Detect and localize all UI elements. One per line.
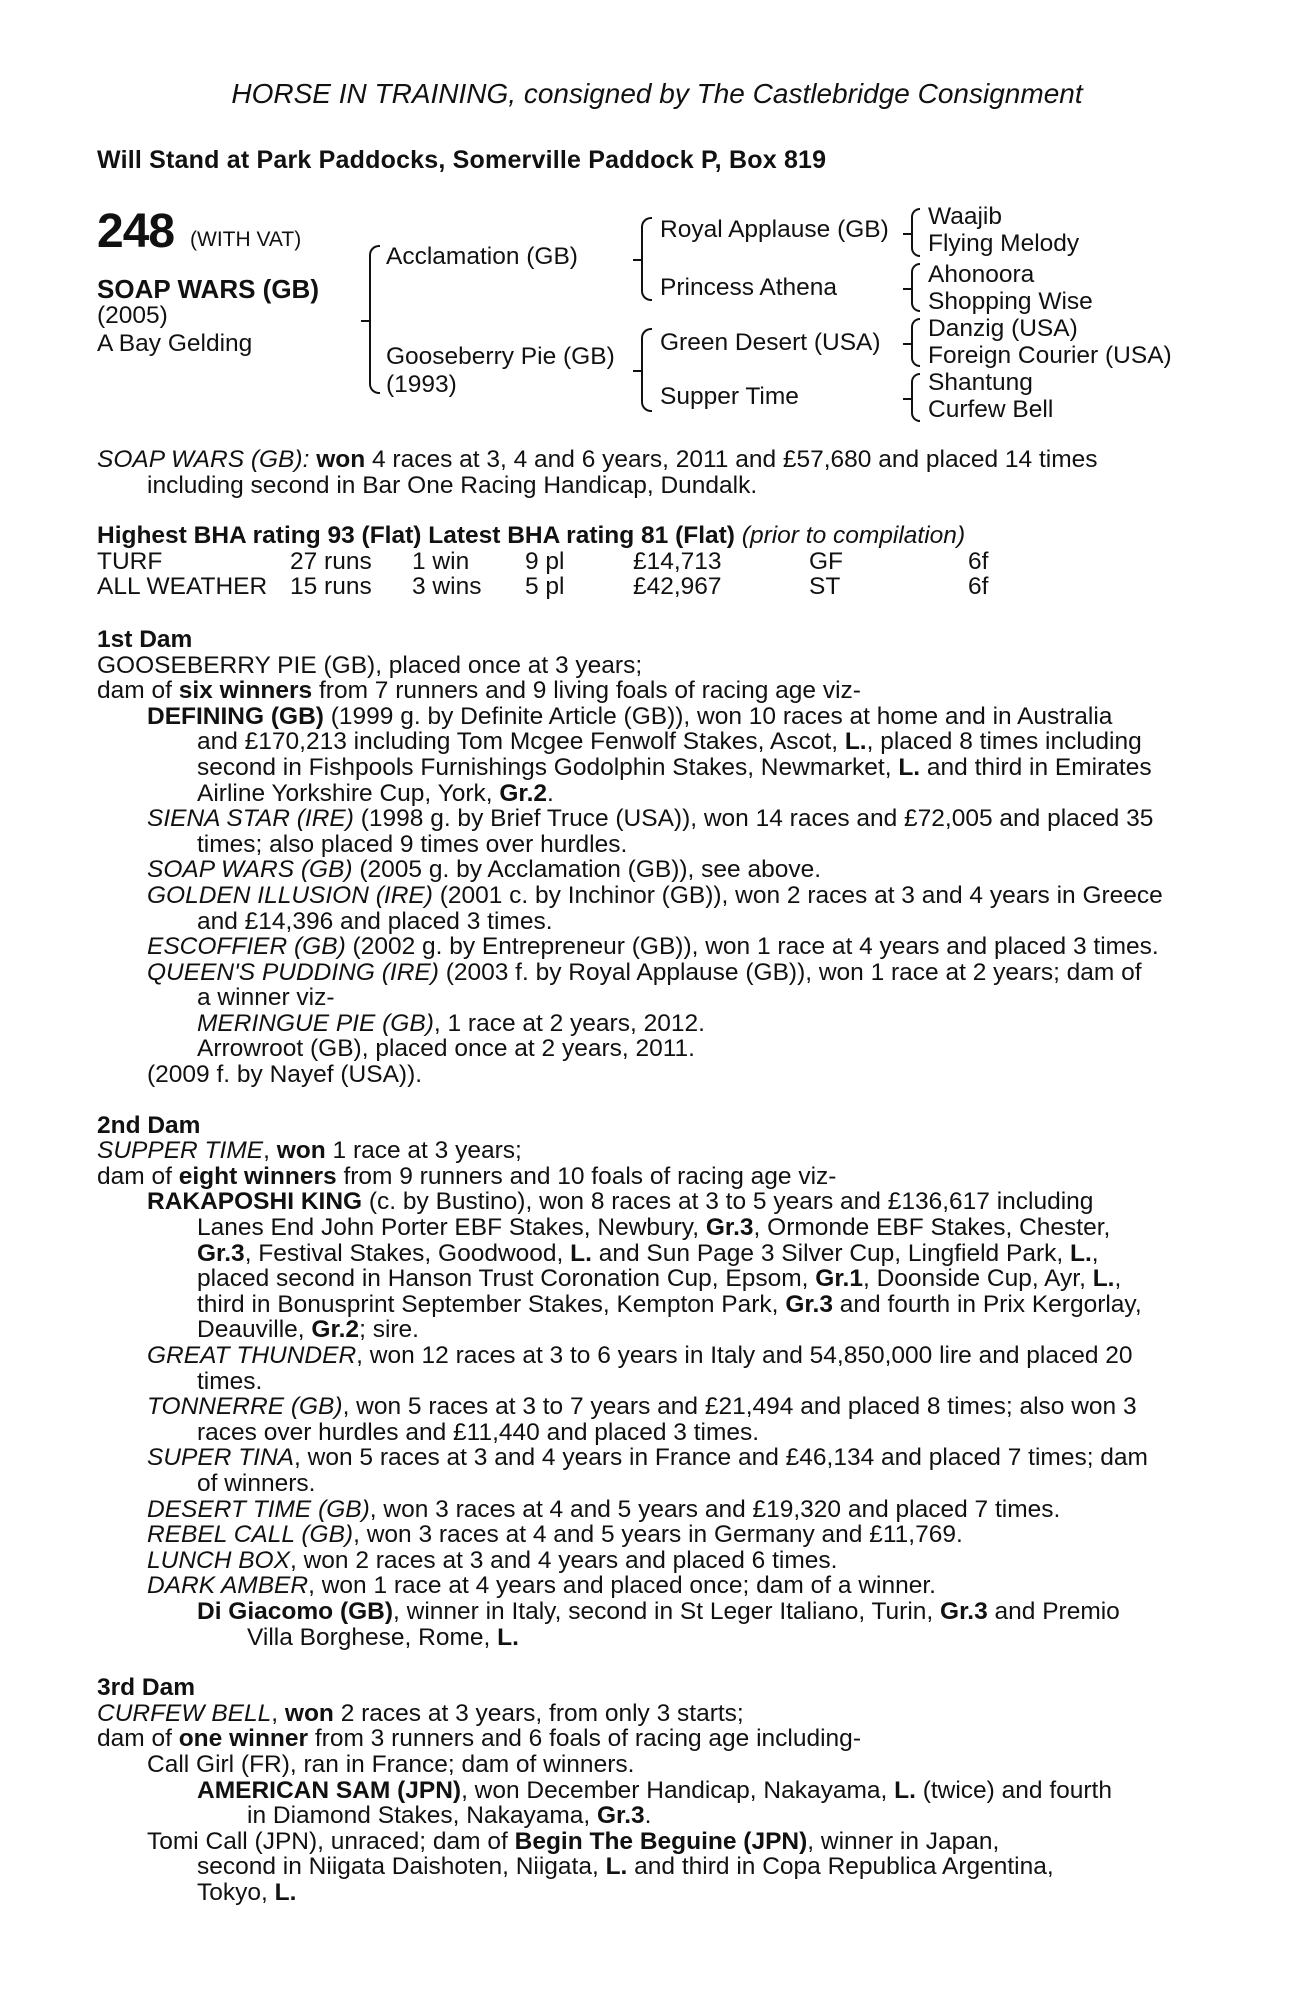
third-dam-line: CURFEW BELL, won 2 races at 3 years, from only 3 starts; [97,1699,744,1727]
list-item: LUNCH BOX, won 2 races at 3 and 4 years and placed 6 times. [147,1546,838,1574]
pedigree-g3-8: Curfew Bell [928,396,1054,423]
list-item: REBEL CALL (GB), won 3 races at 4 and 5 years in Germany and £11,769. [147,1521,963,1549]
stand-location: Will Stand at Park Paddocks, Somerville Paddock P, Box 819 [97,146,827,174]
pedigree-g3-6: Foreign Courier (USA) [928,342,1172,369]
pedigree-sire-sire: Royal Applause (GB) [660,216,889,243]
page-header: HORSE IN TRAINING, consigned by The Castlebridge Consignment [231,78,1083,109]
third-dam-heading: 3rd Dam [97,1674,196,1702]
pedigree-dam: Gooseberry Pie (GB) [386,343,615,370]
first-dam-produce: dam of six winners from 7 runners and 9 living foals of racing age viz- [97,677,861,705]
pedigree-g3-1: Waajib [928,203,1002,230]
list-item: SOAP WARS (GB) (2005 g. by Acclamation (GB)), see above. [147,856,822,884]
pedigree-g3-2: Flying Melody [928,230,1080,257]
list-item: DESERT TIME (GB), won 3 races at 4 and 5 years and £19,320 and placed 7 times. [147,1495,1061,1523]
pedigree-g3-4: Shopping Wise [928,288,1093,315]
pedigree-sire: Acclamation (GB) [386,243,578,270]
list-item: DEFINING (GB) (1999 g. by Definite Article (GB)), won 10 races at home and in Australia and £170,213 including Tom Mcgee Fenwolf Stakes, Ascot, L., placed 8 times including second in Fishpools Furnishings Godolphin Stakes, Newmarket, L. and third in Emirates Airline Yorkshire Cup, York, Gr.2. [147,702,1152,807]
pedigree-bracket [911,263,920,312]
list-item: Tomi Call (JPN), unraced; dam of Begin The Beguine (JPN), winner in Japan, second in Niigata Daishoten, Niigata, L. and third in Copa Republica Argentina, Tokyo, L. [147,1827,1054,1906]
pedigree-sire-dam: Princess Athena [660,274,838,301]
horse-name: SOAP WARS (GB) [97,274,319,304]
summary-line: SOAP WARS (GB): won 4 races at 3, 4 and 6 years, 2011 and £57,680 and placed 14 times [97,446,1098,473]
first-dam-heading: 1st Dam [97,625,193,653]
list-item: ESCOFFIER (GB) (2002 g. by Entrepreneur (GB)), won 1 race at 4 years and placed 3 times. [147,933,1159,961]
list-item: GREAT THUNDER, won 12 races at 3 to 6 years in Italy and 54,850,000 lire and placed 20 times. [147,1342,1133,1395]
list-item: DARK AMBER, won 1 race at 4 years and placed once; dam of a winner. Di Giacomo (GB), winner in Italy, second in St Leger Italiano, Turin, Gr.3 and Premio Villa Borghese, Rome, L. [147,1572,1120,1651]
second-dam-produce: dam of eight winners from 9 runners and 10 foals of racing age viz- [97,1162,837,1190]
pedigree-g3-3: Ahonoora [928,261,1035,288]
list-item: Call Girl (FR), ran in France; dam of winners. AMERICAN SAM (JPN), won December Handicap, Nakayama, L. (twice) and fourth in Diamond Stakes, Nakayama, Gr.3. [147,1750,1112,1830]
pedigree-bracket [369,245,380,394]
pedigree-dam-dam: Supper Time [660,383,799,410]
list-item: SUPER TINA, won 5 races at 3 and 4 years in France and £46,134 and placed 7 times; dam of winners. [147,1444,1148,1497]
horse-description: A Bay Gelding [97,330,253,357]
list-item: (2009 f. by Nayef (USA)). [147,1061,423,1089]
second-dam-line: SUPPER TIME, won 1 race at 3 years; [97,1137,522,1165]
pedigree-bracket [641,217,652,301]
table-row: TURF 27 runs 1 win 9 pl £14,713 GF 6f [97,547,989,575]
first-dam-line: GOOSEBERRY PIE (GB), placed once at 3 years; [97,651,643,679]
pedigree-dam-year: (1993) [386,371,457,398]
list-item: SIENA STAR (IRE) (1998 g. by Brief Truce (USA)), won 14 races and £72,005 and placed 35 times; also placed 9 times over hurdles. [147,805,1154,858]
table-row: ALL WEATHER 15 runs 3 wins 5 pl £42,967 ST 6f [97,573,989,601]
list-item: RAKAPOSHI KING (c. by Bustino), won 8 races at 3 to 5 years and £136,617 including Lanes End John Porter EBF Stakes, Newbury, Gr.3, Ormonde EBF Stakes, Chester, Gr.3, Festival Stakes, Goodwood, L. and Sun Page 3 Silver Cup, Lingfield Park, L., placed second in Hanson Trust Coronation Cup, Epsom, Gr.1, Doonside Cup, Ayr, L., third in Bonusprint September Stakes, Kempton Park, Gr.3 and fourth in Prix Kergorlay, Deauville, Gr.2; sire. [147,1188,1142,1344]
rating-heading: Highest BHA rating 93 (Flat) Latest BHA rating 81 (Flat) (prior to compilation) [97,522,966,550]
race-record-table [97,549,988,600]
lot-number: 248 [97,205,175,258]
vat-note: (WITH VAT) [190,228,302,251]
horse-year: (2005) [97,302,168,329]
list-item: QUEEN'S PUDDING (IRE) (2003 f. by Royal Applause (GB)), won 1 race at 2 years; dam of a winner viz- MERINGUE PIE (GB), 1 race at 2 years, 2012. Arrowroot (GB), placed once at 2 years, 2011. [147,958,1142,1063]
pedigree-g3-5: Danzig (USA) [928,315,1078,342]
pedigree-dam-sire: Green Desert (USA) [660,329,881,356]
second-dam-heading: 2nd Dam [97,1111,201,1139]
pedigree-bracket [911,373,920,422]
pedigree-bracket [911,208,920,257]
pedigree-bracket [641,328,652,412]
list-item: TONNERRE (GB), won 5 races at 3 to 7 years and £21,494 and placed 8 times; also won 3 races over hurdles and £11,440 and placed 3 times. [147,1393,1137,1446]
third-dam-produce: dam of one winner from 3 runners and 6 foals of racing age including- [97,1725,861,1753]
summary-line-2: including second in Bar One Racing Handicap, Dundalk. [147,471,758,499]
list-item: GOLDEN ILLUSION (IRE) (2001 c. by Inchinor (GB)), won 2 races at 3 and 4 years in Greece and £14,396 and placed 3 times. [147,881,1163,935]
pedigree-bracket [911,318,920,367]
catalogue-body [97,447,1207,1905]
pedigree-g3-7: Shantung [928,369,1033,396]
